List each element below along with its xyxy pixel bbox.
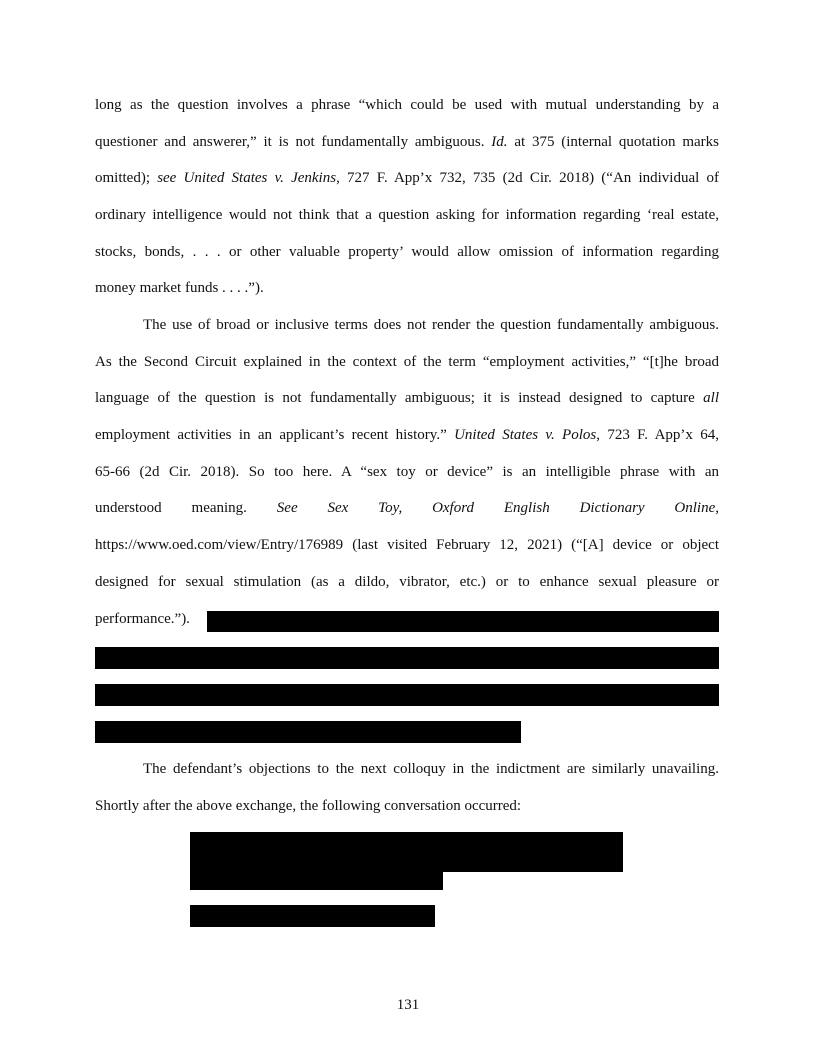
text-line	[95, 344, 719, 381]
text: understood meaning.	[95, 500, 277, 517]
redaction-bar	[95, 721, 521, 743]
text: https://www.oed.com/view/Entry/176989 (last visited February 12, 2021) (“[A] device or object	[95, 537, 719, 554]
text-line	[95, 417, 719, 454]
case-citation: United States v. Polos	[454, 427, 597, 444]
text-line	[95, 197, 719, 234]
text: , 727 F. App’x 732, 735 (2d Cir. 2018) (“An individual of	[336, 170, 719, 187]
redaction-block	[190, 870, 443, 890]
citation-italic: Id.	[491, 133, 508, 150]
redaction-block	[190, 905, 435, 927]
text-line	[95, 527, 719, 564]
text: Shortly after the above exchange, the following conversation occurred:	[95, 797, 522, 814]
text: designed for sexual stimulation (as a dildo, vibrator, etc.) or to enhance sexual pleasure or	[95, 573, 719, 590]
emphasis: all	[703, 390, 719, 407]
text: money market funds . . . .”).	[95, 280, 264, 297]
text: The use of broad or inclusive terms does not render the question fundamentally ambiguous.	[143, 317, 719, 333]
paragraph-1	[95, 87, 719, 307]
text-line	[95, 87, 719, 124]
text: language of the question is not fundamentally ambiguous; it is instead designed to capture	[95, 390, 704, 407]
text-line	[95, 124, 719, 161]
text-line	[95, 307, 719, 344]
paragraph-2	[95, 307, 719, 637]
text: omitted);	[95, 170, 158, 187]
text-line	[95, 751, 719, 788]
text: , 723 F. App’x 64,	[596, 427, 719, 444]
text-line	[95, 234, 719, 271]
text-line	[95, 270, 719, 307]
case-citation: see United States v. Jenkins	[157, 170, 337, 187]
text: As the Second Circuit explained in the context of the term “employment activities,” “[t]he broad	[95, 353, 719, 370]
text: stocks, bonds, . . . or other valuable property’ would allow omission of information regarding	[95, 243, 719, 260]
paragraph-3	[95, 751, 719, 824]
text-line	[95, 380, 719, 417]
redaction-block	[190, 832, 623, 872]
text: The defendant’s objections to the next colloquy in the indictment are similarly unavailing.	[143, 761, 719, 777]
text-line	[95, 564, 719, 601]
redaction-bar	[95, 684, 719, 706]
text: 65-66 (2d Cir. 2018). So too here. A “sex toy or device” is an intelligible phrase with an	[95, 463, 719, 480]
text: long as the question involves a phrase “which could be used with mutual understanding by a	[95, 97, 719, 113]
redaction-bar	[207, 611, 719, 632]
text-line	[95, 490, 719, 527]
redaction-bar	[95, 647, 719, 669]
text: at 375 (internal quotation marks	[507, 133, 719, 150]
text-line	[95, 788, 719, 825]
text: questioner and answerer,” it is not fundamentally ambiguous.	[95, 133, 492, 150]
text: ordinary intelligence would not think that a question asking for information regarding ‘real estate,	[95, 207, 719, 224]
text-line	[95, 454, 719, 491]
text: performance.”).	[95, 610, 190, 627]
text: employment activities in an applicant’s recent history.”	[95, 427, 455, 444]
dictionary-citation: See Sex Toy, Oxford English Dictionary Online	[276, 500, 716, 517]
page-number: 131	[396, 997, 420, 1013]
text-line	[95, 160, 719, 197]
text: ,	[715, 500, 720, 517]
